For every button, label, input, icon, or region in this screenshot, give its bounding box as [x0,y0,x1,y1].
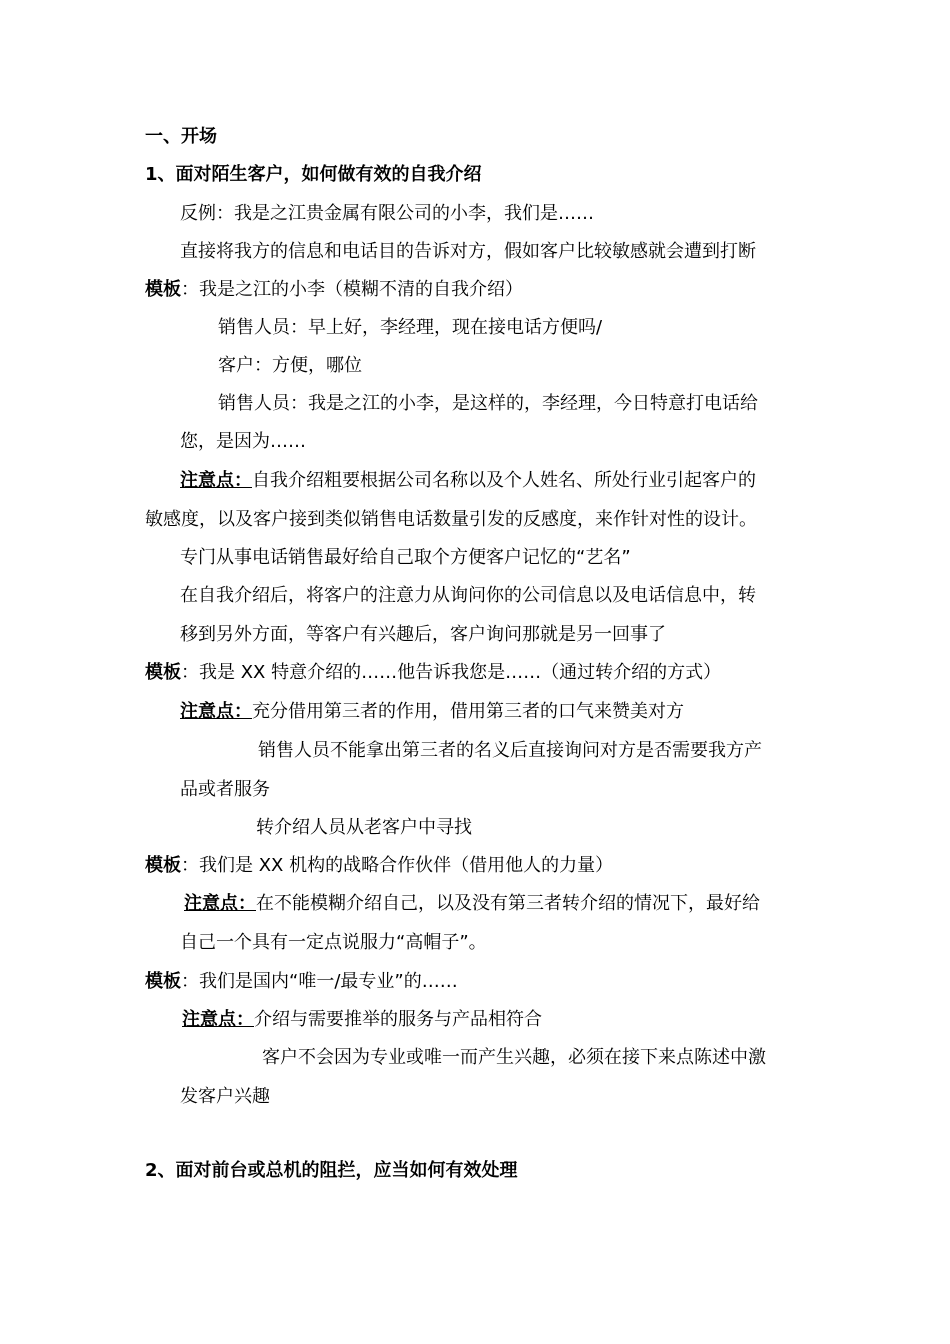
note-line [180,470,756,492]
template-line [145,855,613,877]
note-line [184,893,760,915]
paragraph: 自己一个具有一定点说服力“高帽子”。 [180,932,487,953]
note-label: 注意点： [182,1009,254,1030]
paragraph: 发客户兴趣 [180,1086,270,1107]
paragraph: 转介绍人员从老客户中寻找 [256,817,472,838]
subsection-heading: 1、面对陌生客户，如何做有效的自我介绍 [145,164,482,185]
paragraph: 敏感度，以及客户接到类似销售电话数量引发的反感度，来作针对性的设计。 [145,509,757,530]
template-label: 模板 [145,279,181,300]
paragraph: 在自我介绍后，将客户的注意力从询问你的公司信息以及电话信息中，转 [180,585,756,606]
note-label: 注意点： [184,893,256,914]
template-line [145,971,458,993]
template-line [145,279,523,301]
note-text: 介绍与需要推举的服务与产品相符合 [254,1009,542,1030]
template-text: ：我是 XX 特意介绍的……他告诉我您是……（通过转介绍的方式） [181,662,722,683]
note-text: 自我介绍粗要根据公司名称以及个人姓名、所处行业引起客户的 [252,470,756,491]
dialogue-line: 销售人员：我是之江的小李，是这样的，李经理，今日特意打电话给 [218,393,758,414]
template-text: ：我是之江的小李（模糊不清的自我介绍） [181,279,523,300]
template-label: 模板 [145,971,181,992]
template-line [145,662,721,684]
note-line [180,701,684,723]
template-label: 模板 [145,855,181,876]
paragraph: 专门从事电话销售最好给自己取个方便客户记忆的“艺名” [180,547,631,568]
paragraph: 移到另外方面，等客户有兴趣后，客户询问那就是另一回事了 [180,624,666,645]
note-text: 充分借用第三者的作用，借用第三者的口气来赞美对方 [252,701,684,722]
paragraph: 品或者服务 [180,779,270,800]
subsection-heading: 2、面对前台或总机的阻拦，应当如何有效处理 [145,1160,518,1181]
template-text: ：我们是 XX 机构的战略合作伙伴（借用他人的力量） [181,855,614,876]
section-heading: 一、开场 [145,126,217,147]
template-label: 模板 [145,662,181,683]
paragraph: 直接将我方的信息和电话目的告诉对方，假如客户比较敏感就会遭到打断 [180,241,756,262]
note-label: 注意点： [180,470,252,491]
dialogue-line: 客户：方便，哪位 [218,355,362,376]
note-text: 在不能模糊介绍自己，以及没有第三者转介绍的情况下，最好给 [256,893,760,914]
dialogue-line: 销售人员：早上好，李经理，现在接电话方便吗/ [218,317,603,338]
paragraph: 反例：我是之江贵金属有限公司的小李，我们是…… [180,203,594,224]
dialogue-line: 您，是因为…… [180,431,306,452]
note-line [182,1009,542,1031]
paragraph: 客户不会因为专业或唯一而产生兴趣，必须在接下来点陈述中激 [262,1047,766,1068]
paragraph: 销售人员不能拿出第三者的名义后直接询问对方是否需要我方产 [258,740,762,761]
template-text: ：我们是国内“唯一/最专业”的…… [181,971,458,992]
note-label: 注意点： [180,701,252,722]
